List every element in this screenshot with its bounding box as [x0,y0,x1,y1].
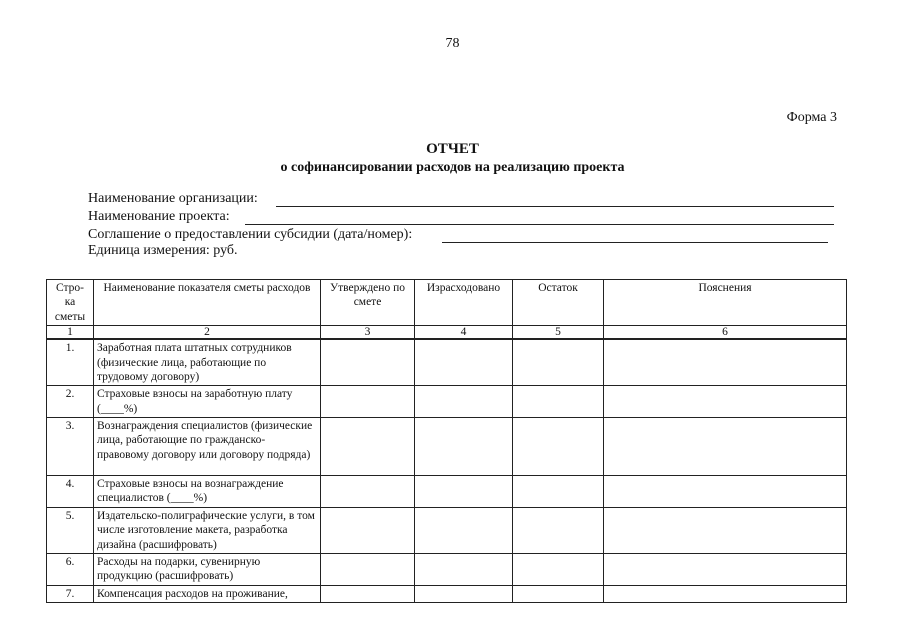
remainder-cell[interactable] [513,507,604,553]
org-name-label: Наименование организации: [88,191,258,206]
table-row [47,507,847,553]
row-indicator-name: Издательско-полиграфические услуги, в том числе изготовление макета, разработка дизайна (расшифровать) [94,507,321,553]
notes-cell[interactable] [604,553,847,585]
unit-label: Единица измерения: руб. [88,243,238,258]
notes-cell[interactable] [604,507,847,553]
notes-cell[interactable] [604,339,847,386]
agreement-field [88,227,412,243]
project-name-line[interactable] [245,224,834,225]
table-row [47,585,847,602]
header-row [47,280,847,326]
remainder-cell[interactable] [513,339,604,386]
remainder-cell[interactable] [513,476,604,508]
row-indicator-name: Страховые взносы на заработную плату (____%) [94,386,321,418]
column-number: 5 [513,326,604,340]
notes-cell[interactable] [604,386,847,418]
header-spent: Израсходовано [415,280,513,326]
column-number: 3 [321,326,415,340]
notes-cell[interactable] [604,585,847,602]
header-line-number: Стро- ка сметы [47,280,94,326]
spent-cell[interactable] [415,418,513,476]
remainder-cell[interactable] [513,418,604,476]
spent-cell[interactable] [415,339,513,386]
form-label: Форма 3 [786,110,837,125]
report-title: ОТЧЕТ [426,141,479,157]
row-indicator-name: Расходы на подарки, сувенирную продукцию (расшифровать) [94,553,321,585]
row-indicator-name: Страховые взносы на вознаграждение специалистов (____%) [94,476,321,508]
notes-cell[interactable] [604,418,847,476]
table-row [47,476,847,508]
table-row [47,418,847,476]
header-indicator-name: Наименование показателя сметы расходов [94,280,321,326]
row-indicator-name: Вознаграждения специалистов (физические лица, работающие по гражданско-правовому договору или договору подряда) [94,418,321,476]
row-indicator-name: Заработная плата штатных сотрудников (физические лица, работающие по трудовому договору) [94,339,321,386]
remainder-cell[interactable] [513,386,604,418]
remainder-cell[interactable] [513,553,604,585]
report-subtitle: о софинансировании расходов на реализацию проекта [280,160,625,175]
approved-cell[interactable] [321,553,415,585]
column-number-row [47,326,847,340]
column-number: 1 [47,326,94,340]
approved-cell[interactable] [321,585,415,602]
approved-cell[interactable] [321,476,415,508]
row-number: 7. [47,585,94,602]
spent-cell[interactable] [415,507,513,553]
table-row [47,339,847,386]
row-number: 6. [47,553,94,585]
spent-cell[interactable] [415,585,513,602]
header-approved: Утверждено по смете [321,280,415,326]
project-name-field [88,209,230,225]
agreement-line[interactable] [442,242,828,243]
approved-cell[interactable] [321,339,415,386]
agreement-label: Соглашение о предоставлении субсидии (дата/номер): [88,227,413,242]
row-number: 3. [47,418,94,476]
report-table [46,279,847,603]
row-number: 4. [47,476,94,508]
table-row [47,553,847,585]
row-number: 5. [47,507,94,553]
row-indicator-name: Компенсация расходов на проживание, [94,585,321,602]
header-notes: Пояснения [604,280,847,326]
remainder-cell[interactable] [513,585,604,602]
row-number: 2. [47,386,94,418]
spent-cell[interactable] [415,386,513,418]
unit-field [88,243,238,259]
column-number: 4 [415,326,513,340]
org-name-line[interactable] [276,206,834,207]
org-name-field [88,191,258,207]
table-row [47,386,847,418]
approved-cell[interactable] [321,507,415,553]
row-number: 1. [47,339,94,386]
header-remainder: Остаток [513,280,604,326]
spent-cell[interactable] [415,553,513,585]
notes-cell[interactable] [604,476,847,508]
approved-cell[interactable] [321,418,415,476]
spent-cell[interactable] [415,476,513,508]
column-number: 6 [604,326,847,340]
approved-cell[interactable] [321,386,415,418]
project-name-label: Наименование проекта: [88,209,230,224]
page-number: 78 [445,36,460,51]
column-number: 2 [94,326,321,340]
